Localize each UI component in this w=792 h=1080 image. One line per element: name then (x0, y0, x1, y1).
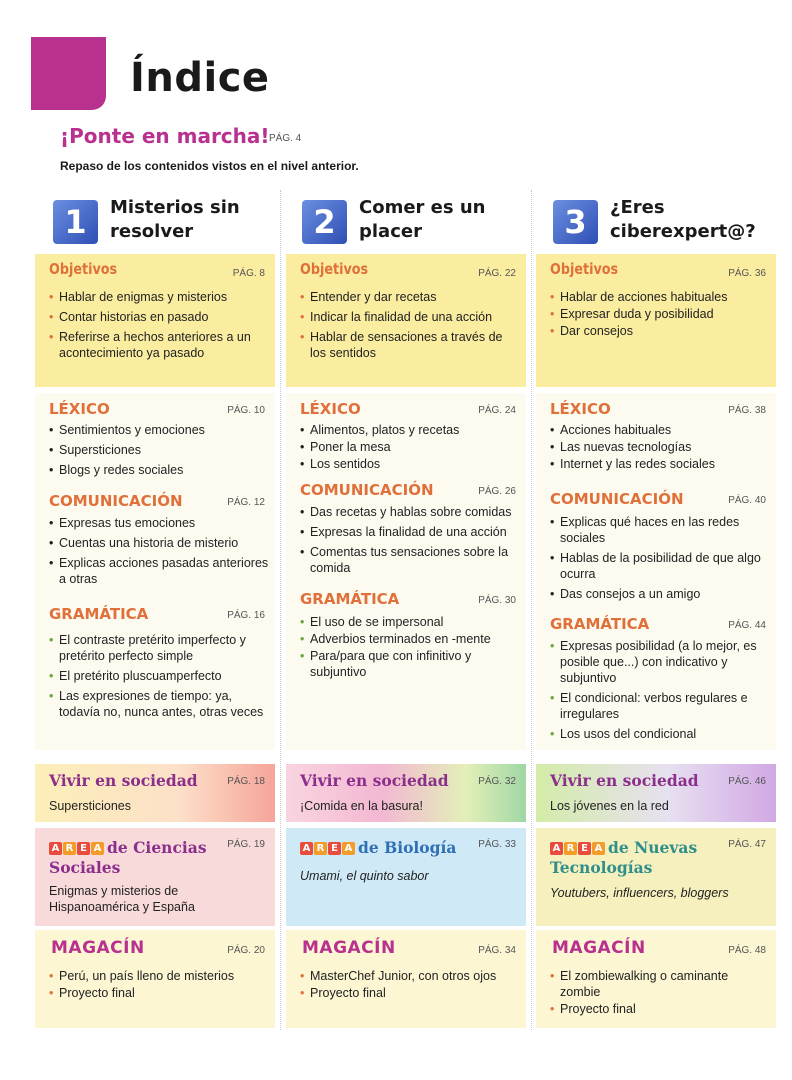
list-item: • Internet y las redes sociales (550, 456, 770, 472)
objetivos-heading: Objetivos (550, 260, 619, 278)
gramatica-list (300, 614, 520, 681)
list-item: • El uso de se impersonal (300, 614, 520, 630)
vivir-page: PÁG. 32 (478, 776, 516, 787)
list-item: • Contar historias en pasado (49, 309, 269, 325)
magacin-box[interactable] (286, 930, 526, 1028)
comunicacion-heading: COMUNICACIÓN (550, 490, 684, 508)
lexico-heading: LÉXICO (49, 400, 110, 418)
intro-description: Repaso de los contenidos vistos en el nivel anterior. (60, 159, 359, 173)
list-item: • MasterChef Junior, con otros ojos (300, 968, 520, 984)
magacin-page: PÁG. 34 (478, 945, 516, 956)
list-item: • Expresas la finalidad de una acción (300, 524, 520, 540)
list-item: • Cuentas una historia de misterio (49, 535, 269, 551)
vivir-box[interactable] (286, 764, 526, 822)
content-box (286, 393, 526, 750)
list-item: • Expresar duda y posibilidad (550, 306, 770, 322)
comunicacion-list (550, 514, 770, 606)
page-title: Índice (130, 55, 270, 101)
list-item: • Acciones habituales (550, 422, 770, 438)
area-logo: A R E A (49, 842, 104, 855)
list-item: • El condicional: verbos regulares e irregulares (550, 690, 770, 722)
magacin-heading: MAGACÍN (51, 938, 145, 958)
objetivos-heading: Objetivos (49, 260, 118, 278)
list-item: • Alimentos, platos y recetas (300, 422, 520, 438)
area-page: PÁG. 33 (478, 839, 516, 850)
magacin-heading: MAGACÍN (552, 938, 646, 958)
unit-title: Misterios sin resolver (110, 197, 240, 242)
objetivos-box (286, 254, 526, 387)
vivir-page: PÁG. 46 (728, 776, 766, 787)
objetivos-heading: Objetivos (300, 260, 369, 278)
area-title: de Ciencias Sociales (49, 838, 207, 877)
area-subtitle: Youtubers, influencers, bloggers (550, 886, 729, 900)
unit-3-header[interactable] (553, 196, 789, 248)
magacin-list (550, 968, 770, 1018)
list-item: • Expresas posibilidad (a lo mejor, es posible que...) con indicativo y subjuntivo (550, 638, 770, 686)
list-item: • Proyecto final (300, 985, 520, 1001)
unit-number-badge: 2 (302, 200, 347, 244)
magacin-page: PÁG. 48 (728, 945, 766, 956)
unit-number-badge: 1 (53, 200, 98, 244)
magacin-list (49, 968, 269, 1002)
list-item: • Hablar de sensaciones a través de los sentidos (300, 329, 520, 361)
list-item: • Sentimientos y emociones (49, 422, 269, 438)
lexico-heading: LÉXICO (550, 400, 611, 418)
column-divider (280, 190, 281, 1030)
list-item: • El pretérito pluscuamperfecto (49, 668, 269, 684)
area-subtitle: Enigmas y misterios de Hispanoamérica y España (49, 884, 195, 914)
magacin-heading: MAGACÍN (302, 938, 396, 958)
objetivos-list (550, 289, 770, 340)
gramatica-page: PÁG. 44 (728, 620, 766, 631)
list-item: • Para/para que con infinitivo y subjuntivo (300, 648, 520, 680)
list-item: • Proyecto final (49, 985, 269, 1001)
list-item: • Las nuevas tecnologías (550, 439, 770, 455)
gramatica-heading: GRAMÁTICA (300, 590, 400, 608)
vivir-heading: Vivir en sociedad (300, 771, 449, 790)
area-logo: A R E A (550, 842, 605, 855)
list-item: • Hablas de la posibilidad de que algo ocurra (550, 550, 770, 582)
list-item: • Adverbios terminados en -mente (300, 631, 520, 647)
magacin-page: PÁG. 20 (227, 945, 265, 956)
objetivos-page: PÁG. 36 (728, 268, 766, 279)
vivir-subtitle: Supersticiones (49, 799, 131, 813)
area-box[interactable] (536, 828, 776, 926)
gramatica-list (550, 638, 770, 746)
area-box[interactable] (35, 828, 275, 926)
magacin-box[interactable] (536, 930, 776, 1028)
vivir-box[interactable] (35, 764, 275, 822)
list-item: • Hablar de acciones habituales (550, 289, 770, 305)
comunicacion-page: PÁG. 26 (478, 486, 516, 497)
comunicacion-list (300, 504, 520, 580)
area-logo: A R E A (300, 842, 355, 855)
gramatica-heading: GRAMÁTICA (49, 605, 149, 623)
unit-number-badge: 3 (553, 200, 598, 244)
area-subtitle: Umami, el quinto sabor (300, 869, 429, 883)
area-page: PÁG. 47 (728, 839, 766, 850)
list-item: • Blogs y redes sociales (49, 462, 269, 478)
comunicacion-heading: COMUNICACIÓN (300, 481, 434, 499)
list-item: • Los usos del condicional (550, 726, 770, 742)
column-divider (531, 190, 532, 1030)
list-item: • Proyecto final (550, 1001, 770, 1017)
objetivos-box (536, 254, 776, 387)
objetivos-list (49, 289, 269, 365)
list-item: • Los sentidos (300, 456, 520, 472)
list-item: • Supersticiones (49, 442, 269, 458)
intro-title[interactable]: ¡Ponte en marcha! (60, 124, 270, 148)
area-title: de Biología (358, 838, 457, 857)
gramatica-page: PÁG. 30 (478, 595, 516, 606)
unit-title: Comer es un placer (359, 197, 486, 242)
list-item: • Explicas qué haces en las redes sociales (550, 514, 770, 546)
list-item: • Poner la mesa (300, 439, 520, 455)
list-item: • Explicas acciones pasadas anteriores a otras (49, 555, 269, 587)
comunicacion-heading: COMUNICACIÓN (49, 492, 183, 510)
list-item: • Las expresiones de tiempo: ya, todavía no, nunca antes, otras veces (49, 688, 269, 720)
content-box (536, 393, 776, 750)
list-item: • Hablar de enigmas y misterios (49, 289, 269, 305)
lexico-list (300, 422, 520, 473)
objetivos-page: PÁG. 8 (232, 268, 265, 279)
lexico-list (550, 422, 770, 473)
header-color-tab (31, 37, 106, 110)
comunicacion-page: PÁG. 40 (728, 495, 766, 506)
gramatica-page: PÁG. 16 (227, 610, 265, 621)
intro-page: PÁG. 4 (269, 133, 302, 144)
lexico-page: PÁG. 38 (728, 405, 766, 416)
lexico-heading: LÉXICO (300, 400, 361, 418)
list-item: • Comentas tus sensaciones sobre la comida (300, 544, 520, 576)
unit-1-header[interactable] (53, 196, 289, 248)
content-box (35, 393, 275, 750)
list-item: • El contraste pretérito imperfecto y pretérito perfecto simple (49, 632, 269, 664)
objetivos-page: PÁG. 22 (478, 268, 516, 279)
gramatica-heading: GRAMÁTICA (550, 615, 650, 633)
lexico-list (49, 422, 269, 482)
magacin-list (300, 968, 520, 1002)
comunicacion-list (49, 515, 269, 591)
vivir-heading: Vivir en sociedad (550, 771, 699, 790)
area-title: de Nuevas Tecnologías (550, 838, 698, 877)
area-page: PÁG. 19 (227, 839, 265, 850)
vivir-box[interactable] (536, 764, 776, 822)
objetivos-list (300, 289, 520, 365)
vivir-subtitle: ¡Comida en la basura! (300, 799, 423, 813)
vivir-heading: Vivir en sociedad (49, 771, 198, 790)
vivir-page: PÁG. 18 (227, 776, 265, 787)
list-item: • El zombiewalking o caminante zombie (550, 968, 770, 1000)
list-item: • Perú, un país lleno de misterios (49, 968, 269, 984)
list-item: • Referirse a hechos anteriores a un acontecimiento ya pasado (49, 329, 269, 361)
list-item: • Entender y dar recetas (300, 289, 520, 305)
list-item: • Das consejos a un amigo (550, 586, 770, 602)
magacin-box[interactable] (35, 930, 275, 1028)
list-item: • Das recetas y hablas sobre comidas (300, 504, 520, 520)
area-box[interactable] (286, 828, 526, 926)
list-item: • Indicar la finalidad de una acción (300, 309, 520, 325)
comunicacion-page: PÁG. 12 (227, 497, 265, 508)
vivir-subtitle: Los jóvenes en la red (550, 799, 669, 813)
lexico-page: PÁG. 24 (478, 405, 516, 416)
list-item: • Expresas tus emociones (49, 515, 269, 531)
list-item: • Dar consejos (550, 323, 770, 339)
unit-2-header[interactable] (302, 196, 538, 248)
gramatica-list (49, 632, 269, 724)
unit-title: ¿Eres ciberexpert@? (610, 197, 756, 242)
objetivos-box (35, 254, 275, 387)
lexico-page: PÁG. 10 (227, 405, 265, 416)
